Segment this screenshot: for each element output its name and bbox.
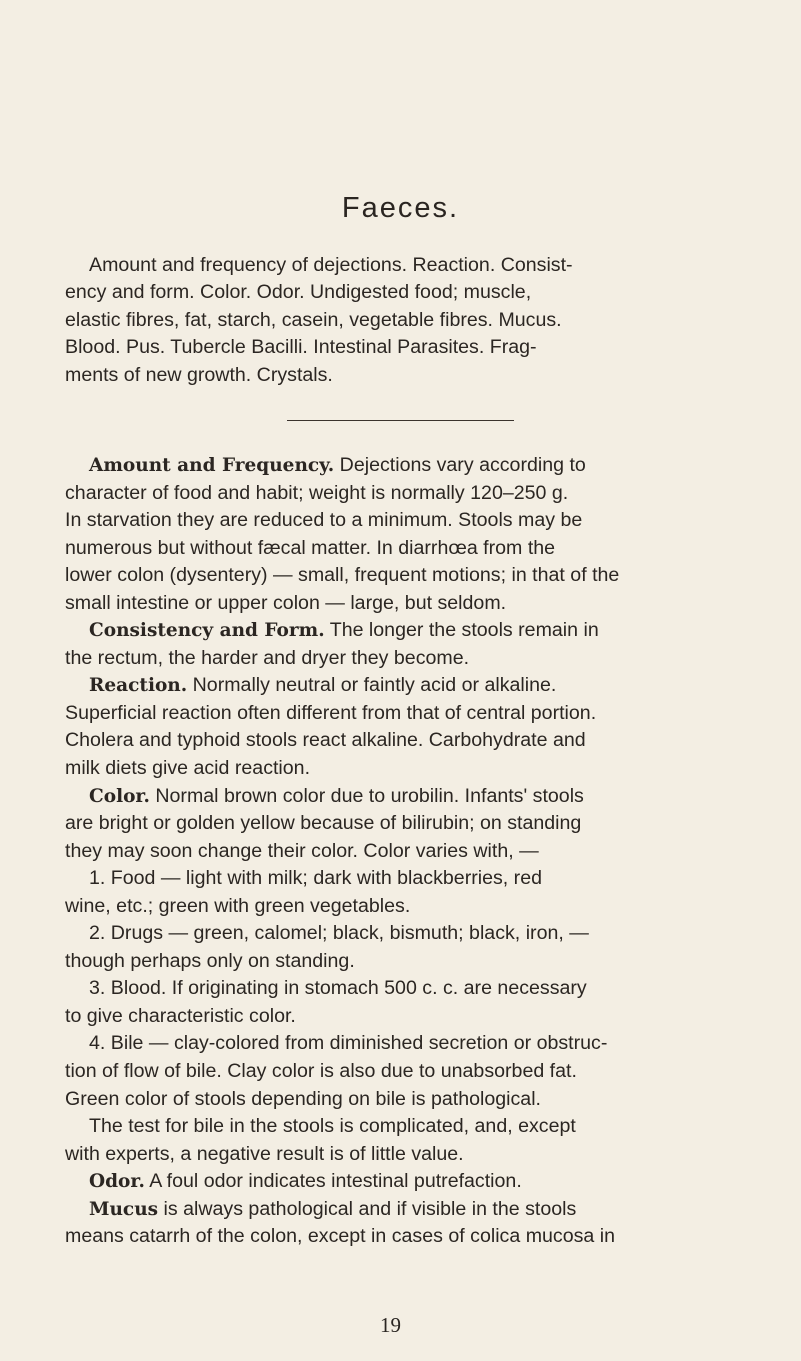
paragraph-line: character of food and habit; weight is normally 120–250 g. xyxy=(65,481,569,504)
paragraph-line: with experts, a negative result is of little value. xyxy=(65,1142,464,1165)
paragraph-line: Cholera and typhoid stools react alkaline. Carbohydrate and xyxy=(65,729,586,752)
section-divider xyxy=(287,420,514,421)
text-run: A foul odor indicates intestinal putrefaction. xyxy=(144,1170,522,1193)
list-item-line: 2. Drugs — green, calomel; black, bismuth; black, iron, — xyxy=(89,922,589,945)
chapter-summary xyxy=(65,252,741,389)
mucus-heading: Mucus xyxy=(89,1198,159,1220)
list-item-line: 4. Bile — clay-colored from diminished secretion or obstruc- xyxy=(89,1032,608,1055)
odor-heading: Odor. xyxy=(89,1171,145,1193)
text-run: Normal brown color due to urobilin. Infants' stools xyxy=(149,784,584,807)
summary-line: elastic fibres, fat, starch, casein, vegetable fibres. Mucus. xyxy=(65,308,562,331)
paragraph-line: Superficial reaction often different from that of central portion. xyxy=(65,701,597,724)
color-heading: Color. xyxy=(89,785,150,807)
reaction-heading: Reaction. xyxy=(89,675,188,697)
summary-line: ency and form. Color. Odor. Undigested food; muscle, xyxy=(65,281,532,304)
summary-line: ments of new growth. Crystals. xyxy=(65,363,333,386)
list-item-line: 3. Blood. If originating in stomach 500 c. c. are necessary xyxy=(89,977,587,1000)
text-run: Dejections vary according to xyxy=(334,454,586,476)
list-item-line: to give characteristic color. xyxy=(65,1004,296,1027)
paragraph-line: are bright or golden yellow because of bilirubin; on standing xyxy=(65,812,582,835)
list-item-line: 1. Food — light with milk; dark with blackberries, red xyxy=(89,867,543,890)
paragraph-line: The test for bile in the stools is complicated, and, except xyxy=(89,1115,576,1138)
list-item-line: Green color of stools depending on bile is pathological. xyxy=(65,1087,541,1110)
summary-line: Amount and frequency of dejections. Reaction. Consist- xyxy=(89,254,573,276)
body-text xyxy=(65,452,741,1251)
paragraph-line xyxy=(65,1196,741,1224)
paragraph-line xyxy=(65,1168,741,1196)
paragraph-line xyxy=(65,617,741,645)
list-item-line: wine, etc.; green with green vegetables. xyxy=(65,894,411,917)
paragraph-line: milk diets give acid reaction. xyxy=(65,757,311,780)
page-title: Faeces. xyxy=(341,192,460,224)
paragraph-line xyxy=(65,783,741,811)
paragraph-line: numerous but without fæcal matter. In diarrhœa from the xyxy=(65,536,556,559)
paragraph-line: means catarrh of the colon, except in cases of colica mucosa in xyxy=(65,1225,615,1248)
paragraph-line xyxy=(65,672,741,700)
paragraph-line: lower colon (dysentery) — small, frequent motions; in that of the xyxy=(65,564,620,587)
paragraph-line: they may soon change their color. Color varies with, — xyxy=(65,839,539,862)
paragraph-line xyxy=(65,452,741,480)
page-number: 19 xyxy=(380,1313,401,1337)
summary-line: Blood. Pus. Tubercle Bacilli. Intestinal Parasites. Frag- xyxy=(65,336,537,359)
amount-heading: Amount and Frequency. xyxy=(89,455,335,476)
list-item-line: tion of flow of bile. Clay color is also due to unabsorbed fat. xyxy=(65,1060,577,1083)
consistency-heading: Consistency and Form. xyxy=(89,620,325,642)
list-item-line: though perhaps only on standing. xyxy=(65,949,355,972)
paragraph-line: small intestine or upper colon — large, but seldom. xyxy=(65,591,507,614)
paragraph-line: the rectum, the harder and dryer they become. xyxy=(65,646,470,669)
text-run: Normally neutral or faintly acid or alkaline. xyxy=(187,674,557,697)
text-run: is always pathological and if visible in the stools xyxy=(158,1197,577,1220)
paragraph-line: In starvation they are reduced to a minimum. Stools may be xyxy=(65,509,583,532)
text-run: The longer the stools remain in xyxy=(324,619,599,642)
